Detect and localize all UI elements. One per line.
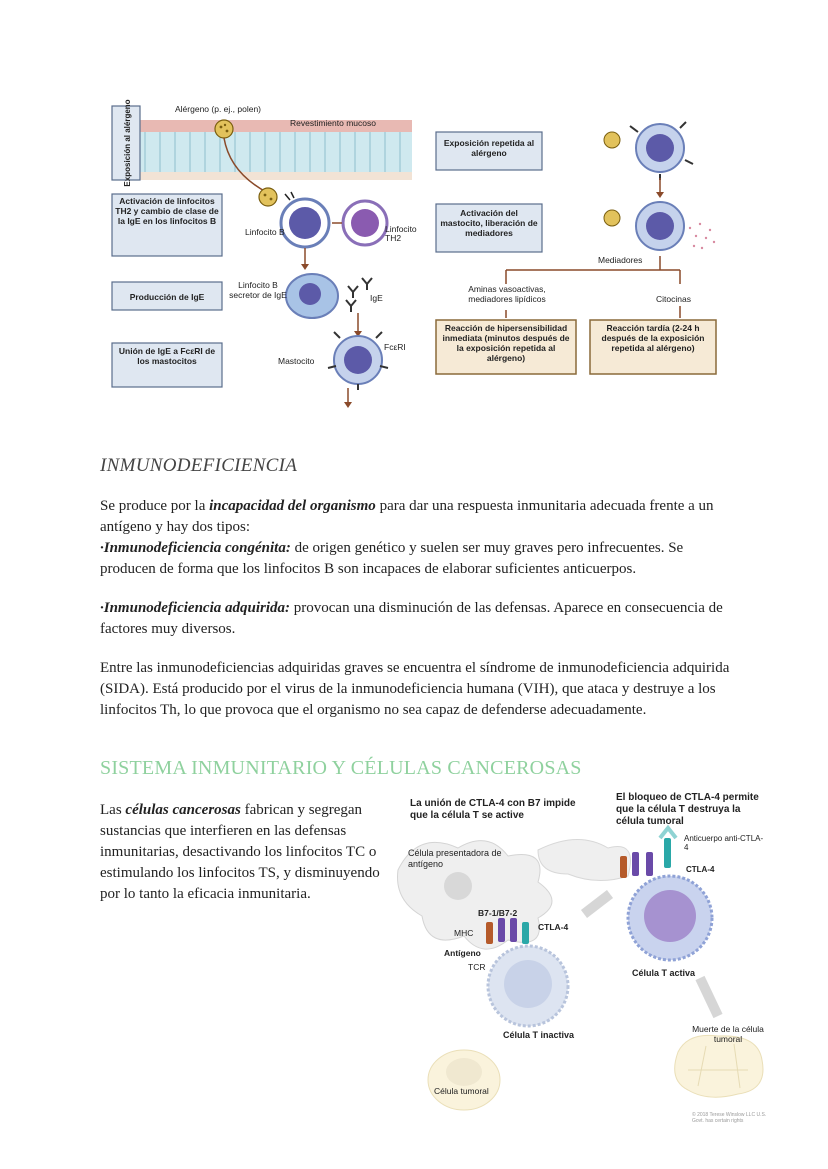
plasma-cell — [286, 274, 338, 318]
label-activa: Célula T activa — [632, 968, 696, 978]
label-mediadores: Mediadores — [598, 255, 643, 265]
label-antigeno: Antígeno — [444, 948, 481, 958]
bold-congenita: ·Inmunodeficiencia congénita: — [100, 540, 291, 556]
label-ctla4-left: CTLA-4 — [538, 922, 569, 932]
ctla4-diagram — [388, 790, 768, 1135]
paragraph-sida: Entre las inmunodeficiencias adquiridas graves se encuentra el síndrome de inmunodeficiencia adquirida (SIDA). Está producido por el virus de la inmunodeficiencia humana (VIH), que ataca y destruye a los linfocitos Th, lo que provoca que el organismo no sea capaz de defenderse adecuadamente. — [100, 660, 730, 718]
paragraph-intro: Se produce por la incapacidad del organismo para dar una respuesta inmunitaria adecuada frente a un antígeno y hay dos tipos: ·Inmunodeficiencia congénita: de origen genético y suelen ser muy graves pero infrecuentes. Se producen de forma que los linfocitos B son incapaces de elaborar suficientes anticuerpos. — [100, 498, 714, 577]
box-reaccion-inmediata-text: Reacción de hipersensibilidad inmediata (minutos después de la exposición repetida al alérgeno) — [442, 323, 570, 363]
label-mhc: MHC — [454, 928, 474, 938]
label-linfocito-b: Linfocito B — [245, 227, 285, 237]
label-muerte: Muerte de la célula tumoral — [692, 1024, 764, 1044]
title-left: La unión de CTLA-4 con B7 impide que la célula T se active — [410, 798, 576, 821]
label-ctla4-right: CTLA-4 — [686, 865, 715, 874]
heading-sistema-inmunitario: SISTEMA INMUNITARIO Y CÉLULAS CANCEROSAS — [100, 757, 582, 779]
heading-inmunodeficiencia: INMUNODEFICIENCIA — [100, 455, 298, 476]
bold-incapacidad: incapacidad del organismo — [209, 498, 376, 514]
label-mastocito: Mastocito — [278, 356, 315, 366]
branch-arrows — [506, 256, 680, 284]
antigen-presenting-cell-right — [538, 839, 631, 880]
label-fceri: FcεRI — [384, 342, 406, 352]
paragraph-adquirida: ·Inmunodeficiencia adquirida: provocan una disminución de las defensas. Aparece en consecuencia de factores muy diversos. — [100, 600, 723, 637]
box-reaccion-tardia-text: Reacción tardía (2-24 h después de la exposición repetida al alérgeno) — [601, 323, 705, 353]
box-exposicion-repetida-text: Exposición repetida al alérgeno — [443, 138, 535, 158]
label-inactiva: Célula T inactiva — [503, 1030, 575, 1040]
paragraph-celulas-cancerosas: Las células cancerosas fabrican y segregan sustancias que interfieren en las defensas inmunitarias, desactivando los linfocitos TC o estimulando los linfocitos TS, y disminuyendo por lo tanto la eficacia inmunitaria. — [100, 802, 380, 902]
label-linfocito-th2: Linfocito TH2 — [385, 225, 417, 243]
label-citocinas: Citocinas — [656, 294, 691, 304]
pollen-icon — [215, 120, 233, 138]
label-presentadora: Célula presentadora de antígeno — [408, 848, 502, 869]
label-aminas: Aminas vasoactivas, mediadores lipídicos — [468, 284, 546, 304]
label-anticuerpo: Anticuerpo anti-CTLA-4 — [684, 834, 764, 852]
mast-cell-repeated — [604, 122, 693, 180]
mast-cell-activated — [604, 202, 715, 250]
label-revestimiento: Revestimiento mucoso — [290, 118, 376, 128]
t-cell-active — [628, 876, 712, 960]
title-right: El bloqueo de CTLA-4 permite que la célula T destruya la célula tumoral — [616, 792, 759, 827]
box-activacion-mastocito-text: Activación del mastocito, liberación de mediadores — [440, 208, 538, 238]
bold-adquirida: ·Inmunodeficiencia adquirida: — [100, 600, 291, 616]
t-cell-inactive — [488, 946, 568, 1026]
label-linfocito-b-secretor: Linfocito B secretor de IgE — [229, 280, 287, 300]
label-tcr: TCR — [468, 962, 486, 972]
tumor-cell — [428, 1050, 500, 1110]
label-tumoral: Célula tumoral — [434, 1086, 489, 1096]
epithelium — [130, 132, 412, 180]
box-exposicion-text: Exposición al alérgeno — [123, 99, 132, 187]
box-union-text: Unión de IgE a FcεRI de los mastocitos — [118, 346, 216, 366]
label-b7: B7-1/B7-2 — [478, 908, 518, 918]
label-ige: IgE — [370, 293, 383, 303]
bold-celulas-cancerosas: células cancerosas — [125, 802, 241, 818]
arrow-death — [700, 978, 718, 1016]
allergy-diagram — [100, 98, 730, 418]
box-produccion-text: Producción de IgE — [129, 292, 205, 302]
th2-cell — [343, 201, 387, 245]
box-activacion-text: Activación de linfocitos TH2 y cambio de clase de la IgE en los linfocitos B — [115, 196, 219, 226]
arrow-transition — [584, 894, 610, 914]
label-alergeno: Alérgeno (p. ej., polen) — [175, 104, 261, 114]
pollen-icon — [259, 188, 277, 206]
copyright: © 2018 Terese Winslow LLC U.S. Govt. has certain rights — [692, 1112, 767, 1124]
